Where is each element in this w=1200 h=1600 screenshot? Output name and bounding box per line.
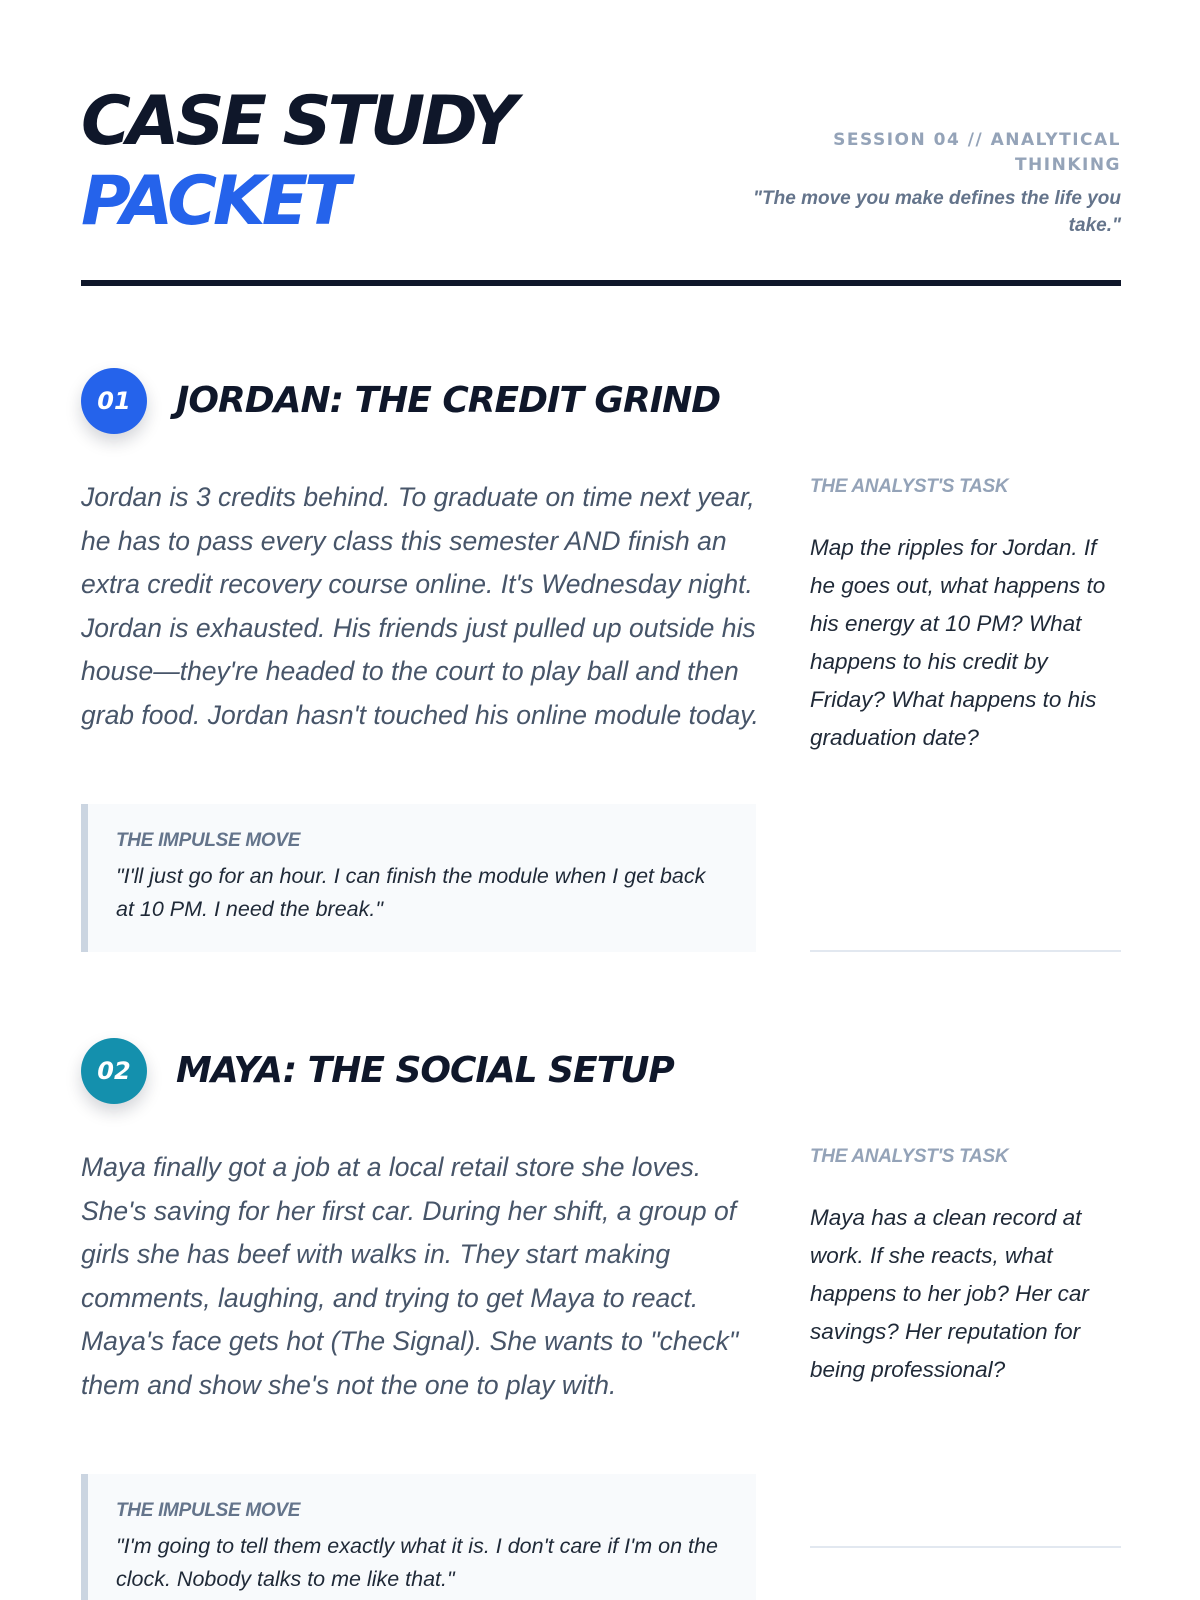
analyst-task [810,474,1121,757]
analyst-task-text: Maya has a clean record at work. If she reacts, what happens to her job? Her car savings? Her reputation for being professional? [810,1205,1089,1382]
packet-title-line-1: CASE STUDY [81,82,514,161]
case-number-badge: 01 [81,368,147,434]
analyst-task-text: Map the ripples for Jordan. If he goes out, what happens to his energy at 10 PM? What happens to his credit by Friday? What happens to his graduation date? [810,535,1106,750]
analyst-task [810,1144,1121,1389]
packet-header [81,82,1121,240]
header-quote: "The move you make defines the life you take." [753,188,1121,236]
case-story: Maya finally got a job at a local retail store she loves. She's saving for her first car. During her shift, a group of girls she has beef with walks in. They start making comments, laughing, and trying to get Maya to react. Maya's face gets hot (The Signal). She wants to "check" them and show she's not the one to play with. [81,1152,739,1400]
analyst-task-label: THE ANALYST'S TASK [810,1146,1009,1167]
packet-title-line-2: PACKET [81,162,347,241]
task-divider [810,950,1121,952]
case-title: MAYA: THE SOCIAL SETUP [176,1050,674,1091]
impulse-move-label: THE IMPULSE MOVE [116,830,301,851]
task-divider [810,1546,1121,1548]
impulse-move-label: THE IMPULSE MOVE [116,1500,301,1521]
header-divider [81,280,1121,286]
session-label: SESSION 04 // ANALYTICAL THINKING [833,130,1121,175]
case-number-badge: 02 [81,1038,147,1104]
impulse-move-quote: "I'm going to tell them exactly what it is. I don't care if I'm on the clock. Nobody talks to me like that." [116,1534,718,1591]
impulse-move-quote: "I'll just go for an hour. I can finish the module when I get back at 10 PM. I need the break." [116,864,706,921]
impulse-move-callout [81,804,756,952]
impulse-move-callout [81,1474,756,1600]
header-meta [741,128,1121,239]
case-story: Jordan is 3 credits behind. To graduate on time next year, he has to pass every class this semester AND finish an extra credit recovery course online. It's Wednesday night. Jordan is exhausted. His friends just pulled up outside his house—they're headed to the court to play ball and then grab food. Jordan hasn't touched his online module today. [81,482,759,730]
case-title: JORDAN: THE CREDIT GRIND [176,380,721,421]
analyst-task-label: THE ANALYST'S TASK [810,476,1009,497]
